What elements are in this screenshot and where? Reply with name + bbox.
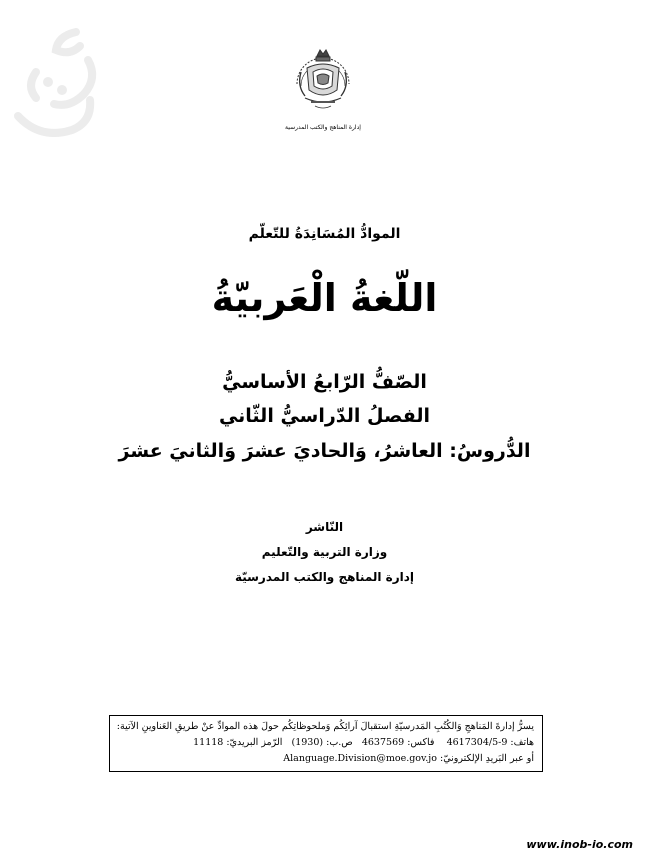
fax-label: فاكس:	[407, 737, 435, 748]
publisher-label: النّاشر	[305, 520, 344, 534]
contact-intro: يسرُّ إدارةَ المَناهجِ وَالكُتُبِ المَدرسيّةِ استقبالَ آرائِكُم وَملحوظاتِكُم حولَ هذه الموادِّ عنْ طريقِ العَناوينِ الآتية:	[116, 721, 534, 732]
contact-box	[109, 715, 543, 772]
emblem-caption: إدارة المناهج والكتب المدرسية	[285, 124, 361, 131]
cover-subtitle: الموادُّ المُسَانِدَةُ للتّعلّم	[248, 226, 401, 242]
coat-of-arms-icon	[287, 42, 359, 122]
pobox-value: (1930)	[291, 737, 324, 748]
cover-grade: الصّفُّ الرّابعُ الأساسيُّ	[222, 371, 427, 393]
email-link[interactable]: Alanguage.Division@moe.gov.jo	[283, 753, 437, 764]
pobox-label: ص.ب:	[326, 737, 353, 748]
postal-label: الرّمز البريديّ:	[226, 737, 283, 748]
contact-numbers	[118, 735, 534, 751]
phone-label: هاتف:	[510, 737, 534, 748]
email-label: أو عبر البَريدِ الإلكترونيّ:	[440, 753, 534, 764]
phone-value: 4617304/5-9	[446, 737, 508, 748]
cover-title: اللّغةُ الْعَربيّةُ	[211, 276, 438, 320]
postal-value: 11118	[193, 737, 224, 748]
fax-value: 4637569	[361, 737, 405, 748]
site-credit: www.inob-io.com	[526, 838, 633, 851]
ministry-emblem	[280, 42, 366, 132]
contact-email-line	[118, 751, 534, 767]
publisher-department: إدارة المناهج والكتب المدرسيّة	[234, 570, 415, 584]
publisher-ministry: وزارة التربية والتّعليم	[261, 545, 388, 559]
watermark-logo	[6, 20, 106, 155]
cover-lessons: الدُّروسُ: العاشرُ، وَالحاديَ عشرَ وَالثانيَ عشرَ	[118, 440, 531, 462]
cover-semester: الفصلُ الدّراسيُّ الثّاني	[218, 405, 431, 427]
